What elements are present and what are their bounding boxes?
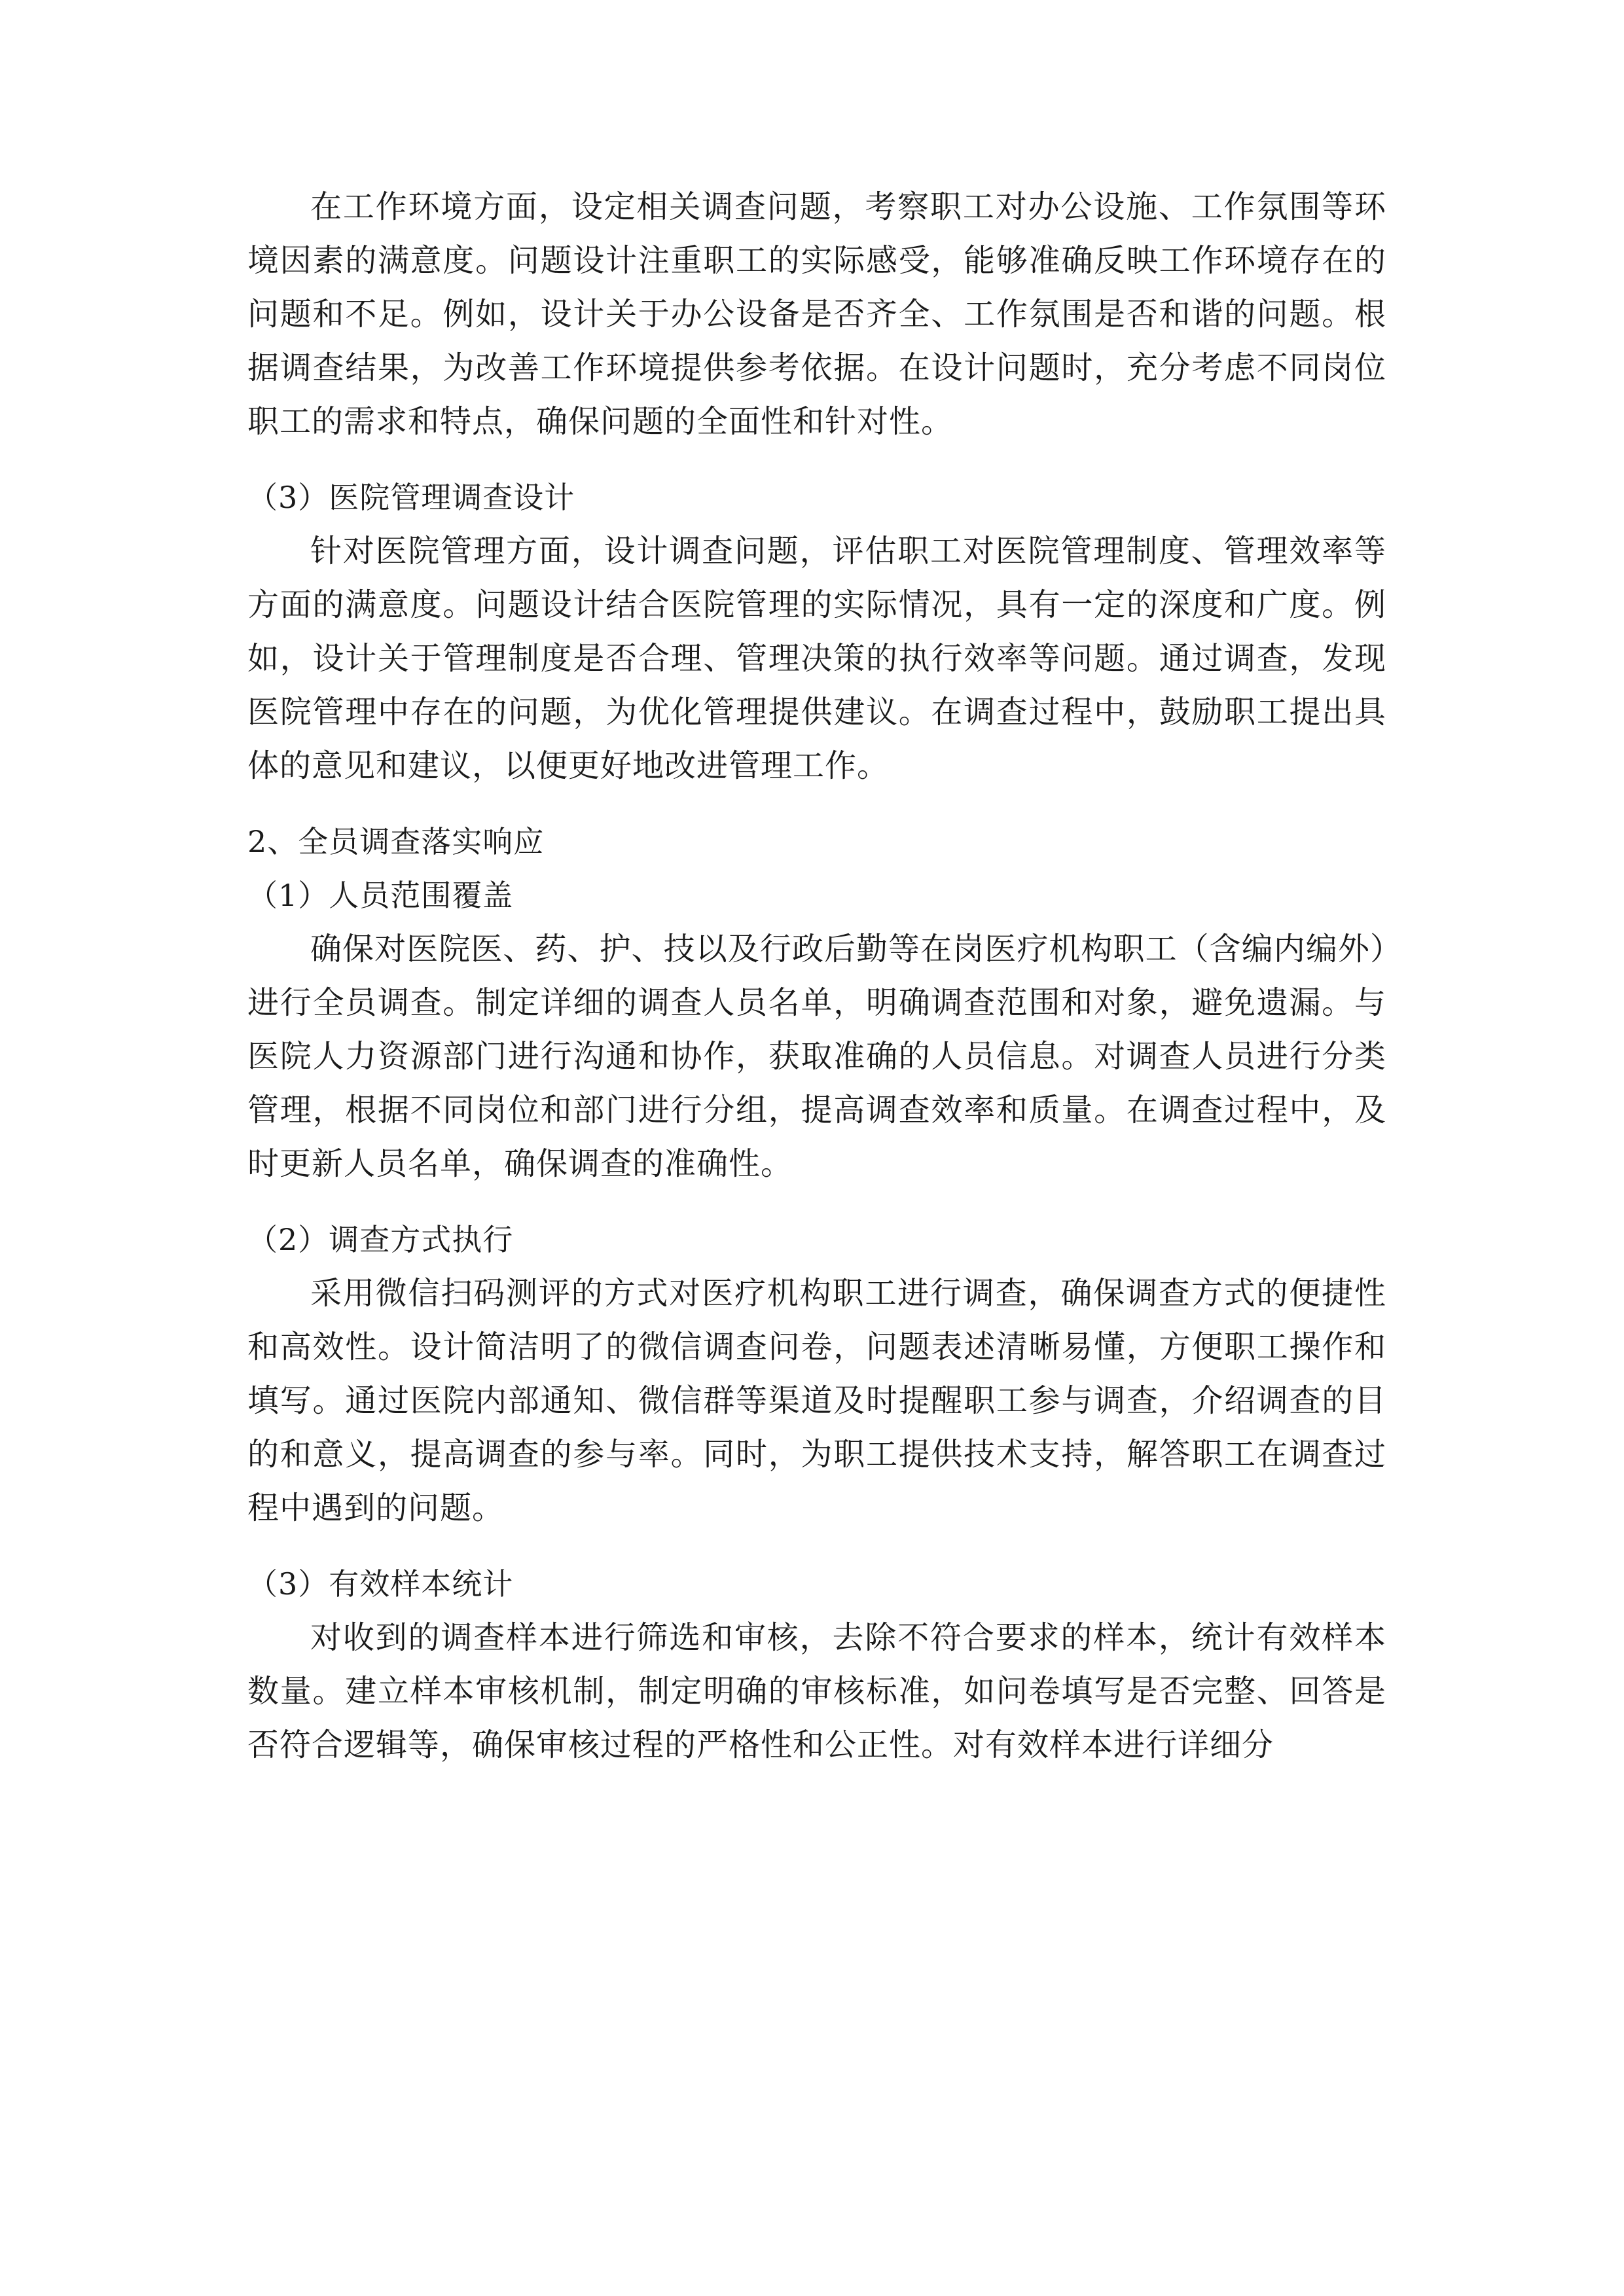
heading-personnel-coverage: （1）人员范围覆盖 — [247, 878, 514, 913]
heading-full-staff-survey: 2、全员调查落实响应 — [247, 824, 545, 859]
document-page — [247, 180, 1386, 1794]
paragraph-personnel-coverage: 确保对医院医、药、护、技以及行政后勤等在岗医疗机构职工（含编内编外）进行全员调查。制定详细的调查人员名单，明确调查范围和对象，避免遗漏。与医院人力资源部门进行沟通和协作，获取准确的人员信息。对调查人员进行分类管理，根据不同岗位和部门进行分组，提高调查效率和质量。在调查过程中，及时更新人员名单，确保调查的准确性。 — [247, 931, 1386, 1182]
paragraph-hospital-management: 针对医院管理方面，设计调查问题，评估职工对医院管理制度、管理效率等方面的满意度。问题设计结合医院管理的实际情况，具有一定的深度和广度。例如，设计关于管理制度是否合理、管理决策的执行效率等问题。通过调查，发现医院管理中存在的问题，为优化管理提供建议。在调查过程中，鼓励职工提出具体的意见和建议，以便更好地改进管理工作。 — [247, 533, 1386, 784]
heading-valid-sample-statistics: （3）有效样本统计 — [247, 1566, 514, 1602]
heading-hospital-management-survey: （3）医院管理调查设计 — [247, 480, 575, 515]
paragraph-valid-sample-statistics: 对收到的调查样本进行筛选和审核，去除不符合要求的样本，统计有效样本数量。建立样本审核机制，制定明确的审核标准，如问卷填写是否完整、回答是否符合逻辑等，确保审核过程的严格性和公正性。对有效样本进行详细分 — [247, 1619, 1386, 1763]
heading-survey-method: （2）调查方式执行 — [247, 1222, 514, 1257]
paragraph-work-environment: 在工作环境方面，设定相关调查问题，考察职工对办公设施、工作氛围等环境因素的满意度。问题设计注重职工的实际感受，能够准确反映工作环境存在的问题和不足。例如，设计关于办公设备是否齐全、工作氛围是否和谐的问题。根据调查结果，为改善工作环境提供参考依据。在设计问题时，充分考虑不同岗位职工的需求和特点，确保问题的全面性和针对性。 — [247, 188, 1386, 440]
paragraph-survey-method: 采用微信扫码测评的方式对医疗机构职工进行调查，确保调查方式的便捷性和高效性。设计简洁明了的微信调查问卷，问题表述清晰易懂，方便职工操作和填写。通过医院内部通知、微信群等渠道及时提醒职工参与调查，介绍调查的目的和意义，提高调查的参与率。同时，为职工提供技术支持，解答职工在调查过程中遇到的问题。 — [247, 1275, 1386, 1526]
